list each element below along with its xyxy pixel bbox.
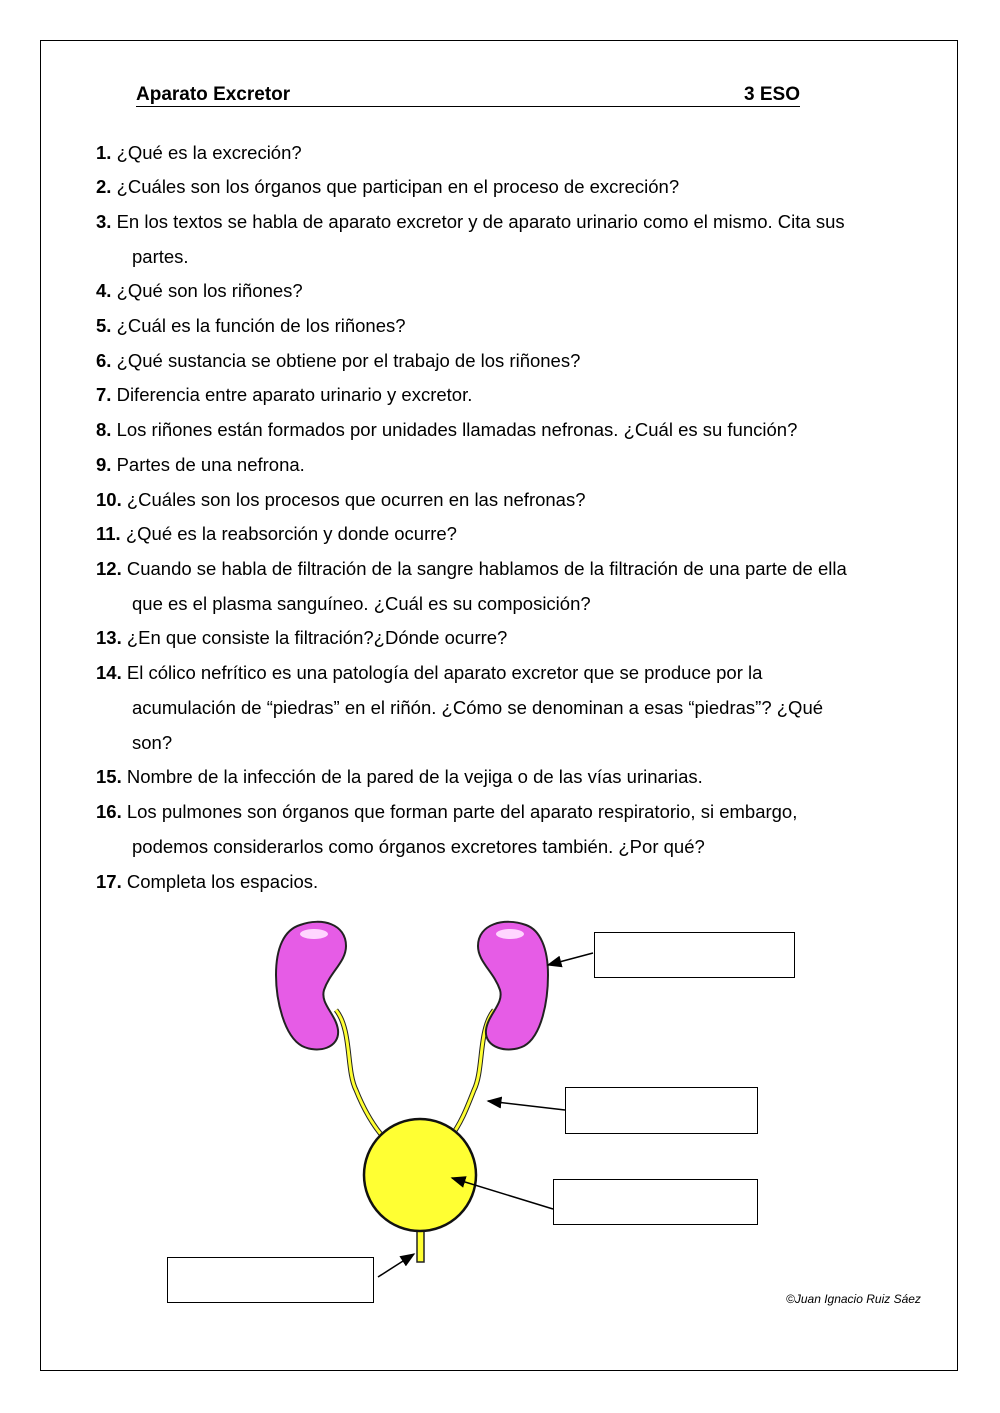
urethra-answer-box[interactable] — [167, 1257, 374, 1303]
question-14: 14. El cólico nefrítico es una patología del aparato excretor que se produce por la — [96, 662, 763, 683]
question-14-continuation: acumulación de “piedras” en el riñón. ¿Cómo se denominan a esas “piedras”? ¿Qué — [132, 697, 824, 718]
question-16: 16. Los pulmones son órganos que forman parte del aparato respiratorio, si embargo, — [96, 801, 798, 822]
question-13: 13. ¿En que consiste la filtración?¿Dónde ocurre? — [96, 627, 508, 648]
bladder-answer-box[interactable] — [553, 1179, 758, 1225]
question-1: 1. ¿Qué es la excreción? — [96, 142, 302, 163]
question-17: 17. Completa los espacios. — [96, 871, 319, 892]
question-12: 12. Cuando se habla de filtración de la sangre hablamos de la filtración de una parte de ella — [96, 558, 847, 579]
question-2: 2. ¿Cuáles son los órganos que participan en el proceso de excreción? — [96, 176, 680, 197]
worksheet-title: Aparato Excretor — [136, 84, 291, 105]
question-6: 6. ¿Qué sustancia se obtiene por el trabajo de los riñones? — [96, 350, 581, 371]
question-8: 8. Los riñones están formados por unidades llamadas nefronas. ¿Cuál es su función? — [96, 419, 798, 440]
worksheet-header — [136, 82, 800, 107]
question-15: 15. Nombre de la infección de la pared de la vejiga o de las vías urinarias. — [96, 766, 703, 787]
question-3-continuation: partes. — [132, 246, 189, 267]
question-16-continuation: podemos considerarlos como órganos excretores también. ¿Por qué? — [132, 836, 705, 857]
question-5: 5. ¿Cuál es la función de los riñones? — [96, 315, 406, 336]
question-12-continuation: que es el plasma sanguíneo. ¿Cuál es su composición? — [132, 593, 591, 614]
kidney-answer-box[interactable] — [594, 932, 795, 978]
question-10: 10. ¿Cuáles son los procesos que ocurren en las nefronas? — [96, 489, 586, 510]
question-3: 3. En los textos se habla de aparato excretor y de aparato urinario como el mismo. Cita sus — [96, 211, 845, 232]
author-credit: ©Juan Ignacio Ruiz Sáez — [786, 1292, 921, 1306]
question-11: 11. ¿Qué es la reabsorción y donde ocurre? — [96, 523, 457, 544]
question-7: 7. Diferencia entre aparato urinario y excretor. — [96, 384, 473, 405]
question-9: 9. Partes de una nefrona. — [96, 454, 305, 475]
question-14-continuation-2: son? — [132, 732, 173, 753]
question-4: 4. ¿Qué son los riñones? — [96, 280, 303, 301]
grade-label: 3 ESO — [744, 84, 800, 105]
ureter-answer-box[interactable] — [565, 1087, 758, 1134]
